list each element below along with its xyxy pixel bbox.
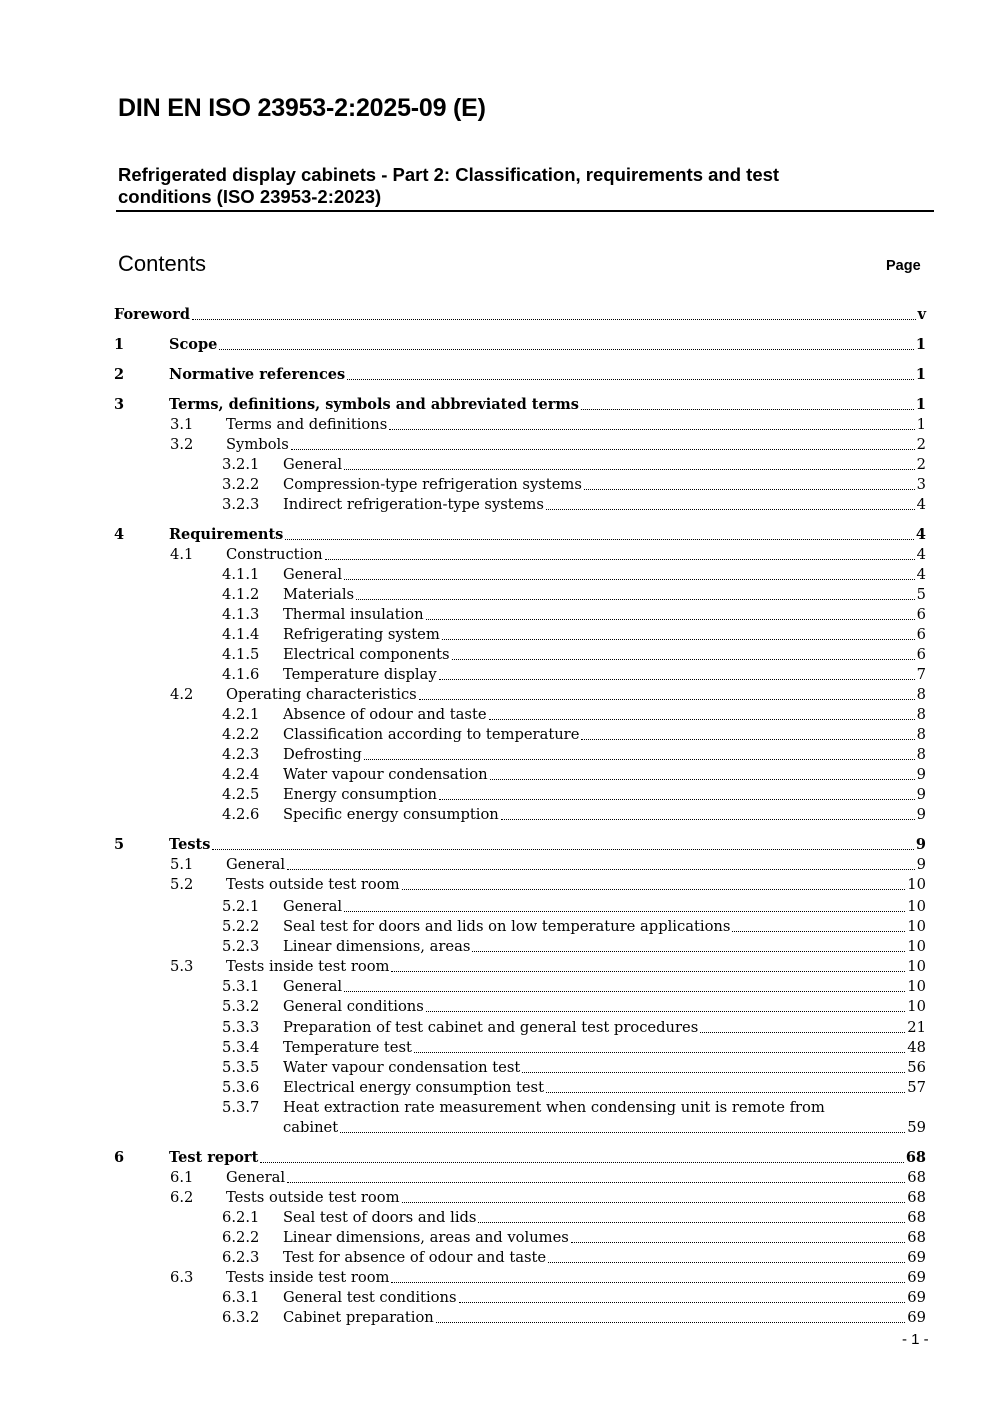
toc-entry-page: 69 [907,1249,926,1266]
toc-dot-leader [356,599,915,600]
toc-entry-page: 68 [907,1209,926,1226]
toc-entry-page: 8 [916,746,926,763]
toc-entry-number: 4.1.4 [222,626,260,643]
toc-entry-number: 5.2.3 [222,938,260,955]
toc-entry-title: General [226,856,286,873]
toc-entry-number: 6.2 [170,1189,194,1206]
toc-entry-title-continued: cabinet [283,1119,339,1136]
toc-entry-page: 4 [915,526,926,543]
toc-dot-leader [581,739,914,740]
toc-entry[interactable] [0,1228,992,1248]
toc-entry-page: 5 [916,586,926,603]
toc-entry[interactable] [0,1208,992,1228]
toc-entry-page: 4 [916,496,926,513]
toc-entry-title: Test report [169,1149,259,1166]
toc-entry[interactable] [0,785,992,805]
toc-entry-title: General [283,566,343,583]
toc-entry-title: Temperature display [283,666,437,683]
toc-entry-page: 56 [907,1059,926,1076]
toc-entry-page: 3 [916,476,926,493]
toc-entry-title: Foreword [114,306,190,323]
toc-entry-page: 10 [907,898,926,915]
toc-dot-leader [459,1302,906,1303]
toc-entry-number: 4.2 [170,686,194,703]
toc-entry[interactable] [0,335,992,355]
toc-entry[interactable] [0,875,992,895]
toc-entry[interactable] [0,645,992,665]
toc-entry-number: 5 [114,836,125,853]
toc-entry[interactable] [0,1018,992,1038]
toc-dot-leader [584,489,915,490]
toc-entry-number: 6.3 [170,1269,194,1286]
toc-entry-page: 69 [907,1289,926,1306]
toc-entry[interactable] [0,805,992,825]
toc-entry[interactable] [0,365,992,385]
toc-entry-number: 5.3.1 [222,978,260,995]
page-column-heading: Page [886,258,921,274]
toc-entry-title: Energy consumption [283,786,438,803]
toc-entry-title: General [283,898,343,915]
toc-dot-leader [546,1092,905,1093]
toc-dot-leader [389,429,914,430]
toc-entry-page: 9 [916,806,926,823]
toc-entry-number: 4.1.3 [222,606,260,623]
toc-entry[interactable] [0,1098,992,1138]
toc-entry-title: Tests inside test room [226,1269,390,1286]
toc-entry-page: 6 [916,626,926,643]
toc-entry-title: Thermal insulation [283,606,424,623]
toc-entry[interactable] [0,1288,992,1308]
toc-entry[interactable] [0,1248,992,1268]
toc-entry-number: 6 [114,1149,125,1166]
toc-entry[interactable] [0,565,992,585]
toc-entry-title: Preparation of test cabinet and general test procedures [283,1019,699,1036]
toc-entry-number: 5.3.2 [222,998,260,1015]
toc-entry-number: 6.2.1 [222,1209,260,1226]
toc-entry-page: 1 [916,416,926,433]
toc-entry-page: 6 [916,646,926,663]
toc-entry-number: 4.1 [170,546,194,563]
toc-entry-page: 10 [907,876,926,893]
toc-entry-number: 6.1 [170,1169,194,1186]
toc-dot-leader [452,659,915,660]
toc-entry-title: Electrical components [283,646,450,663]
toc-entry[interactable] [0,745,992,765]
toc-entry-page: 10 [907,998,926,1015]
toc-dot-leader [325,559,915,560]
toc-entry[interactable] [0,685,992,705]
toc-entry-page: 10 [907,918,926,935]
toc-entry-title: Cabinet preparation [283,1309,434,1326]
toc-entry-number: 6.3.2 [222,1309,260,1326]
toc-entry-page: 10 [907,938,926,955]
toc-dot-leader [732,931,905,932]
toc-dot-leader [581,409,914,410]
toc-dot-leader [472,951,905,952]
toc-entry-page: 2 [916,436,926,453]
toc-entry-title: Requirements [169,526,284,543]
toc-dot-leader [344,991,905,992]
toc-entry-title: Normative references [169,366,346,383]
toc-entry-number: 5.3.4 [222,1039,260,1056]
toc-dot-leader [439,679,915,680]
toc-entry-number: 4.2.2 [222,726,260,743]
toc-dot-leader [219,349,914,350]
toc-entry-page: 59 [907,1119,926,1136]
toc-entry-number: 6.2.3 [222,1249,260,1266]
toc-entry-number: 5.3.3 [222,1019,260,1036]
toc-entry-title: General [283,456,343,473]
toc-entry-page: 2 [916,456,926,473]
toc-entry[interactable] [0,475,992,495]
toc-entry[interactable] [0,937,992,957]
toc-entry-title: General [226,1169,286,1186]
toc-entry-number: 4 [114,526,125,543]
toc-entry-title: General conditions [283,998,424,1015]
toc-entry-number: 4.2.6 [222,806,260,823]
toc-entry[interactable] [0,977,992,997]
contents-heading: Contents [118,251,207,276]
toc-entry[interactable] [0,1038,992,1058]
toc-entry-title: Refrigerating system [283,626,440,643]
toc-entry-title: Seal test for doors and lids on low temperature applications [283,918,731,935]
toc-entry-number: 3.2.2 [222,476,260,493]
document-title: DIN EN ISO 23953-2:2025-09 (E) [118,94,486,122]
toc-entry-number: 5.2 [170,876,194,893]
toc-entry-page: 68 [905,1149,926,1166]
toc-entry[interactable] [0,1058,992,1078]
toc-entry-title: Tests [169,836,211,853]
toc-entry-number: 5.2.1 [222,898,260,915]
toc-entry-page: v [917,306,926,323]
toc-entry-page: 8 [916,726,926,743]
toc-entry-number: 4.2.1 [222,706,260,723]
toc-entry-title: Operating characteristics [226,686,417,703]
toc-entry-page: 68 [907,1229,926,1246]
footer-page-number: - 1 - [902,1331,929,1348]
toc-entry-page: 9 [916,786,926,803]
toc-entry[interactable] [0,495,992,515]
toc-entry-title: Water vapour condensation test [283,1059,521,1076]
toc-entry-page: 1 [915,396,926,413]
toc-dot-leader [402,889,906,890]
toc-dot-leader [291,449,915,450]
toc-entry-title: Absence of odour and taste [283,706,487,723]
toc-entry-page: 68 [907,1169,926,1186]
toc-dot-leader [522,1072,905,1073]
toc-entry-number: 5.2.2 [222,918,260,935]
toc-entry-title: Specific energy consumption [283,806,499,823]
toc-entry-number: 6.2.2 [222,1229,260,1246]
toc-entry[interactable] [0,997,992,1017]
toc-dot-leader [489,719,915,720]
toc-entry-title: Materials [283,586,355,603]
toc-dot-leader [571,1242,905,1243]
toc-dot-leader [414,1052,905,1053]
toc-entry-page: 9 [916,766,926,783]
toc-entry-page: 8 [916,706,926,723]
toc-entry[interactable] [0,545,992,565]
toc-entry[interactable] [0,665,992,685]
toc-entry-number: 3.1 [170,416,194,433]
toc-entry[interactable] [0,835,992,855]
toc-dot-leader [700,1032,905,1033]
toc-entry-title: Tests outside test room [226,1189,400,1206]
toc-entry-title: Temperature test [283,1039,412,1056]
toc-entry-number: 4.1.2 [222,586,260,603]
toc-entry[interactable] [0,605,992,625]
toc-dot-leader [364,759,915,760]
toc-entry[interactable] [0,917,992,937]
toc-entry-number: 2 [114,366,125,383]
toc-dot-leader [212,849,914,850]
toc-entry-title: Electrical energy consumption test [283,1079,544,1096]
toc-dot-leader [402,1202,906,1203]
toc-entry-title: General test conditions [283,1289,457,1306]
toc-dot-leader [436,1322,906,1323]
toc-entry-number: 5.3 [170,958,194,975]
toc-dot-leader [340,1132,905,1133]
toc-entry-title: Defrosting [283,746,362,763]
toc-entry-title: Water vapour condensation [283,766,488,783]
toc-dot-leader [285,539,914,540]
toc-entry-number: 4.2.5 [222,786,260,803]
toc-entry-page: 4 [916,566,926,583]
toc-dot-leader [501,819,915,820]
toc-entry-title: Test for absence of odour and taste [283,1249,547,1266]
toc-dot-leader [344,469,915,470]
toc-dot-leader [391,1282,905,1283]
toc-entry-page: 10 [907,958,926,975]
toc-entry-number: 3.2.1 [222,456,260,473]
toc-dot-leader [260,1162,904,1163]
toc-dot-leader [426,1011,906,1012]
toc-dot-leader [439,799,915,800]
toc-entry-number: 4.2.4 [222,766,260,783]
toc-entry-page: 69 [907,1269,926,1286]
toc-entry-page: 9 [915,836,926,853]
toc-entry[interactable] [0,1188,992,1208]
toc-entry-page: 48 [907,1039,926,1056]
toc-dot-leader [546,509,915,510]
toc-entry-page: 1 [915,336,926,353]
toc-entry-number: 5.3.7 [222,1099,260,1116]
toc-dot-leader [426,619,915,620]
toc-entry-title: Heat extraction rate measurement when condensing unit is remote from [283,1099,825,1116]
toc-entry[interactable] [0,625,992,645]
toc-entry[interactable] [0,1168,992,1188]
toc-entry[interactable] [0,725,992,745]
toc-entry-title: Terms, definitions, symbols and abbreviated terms [169,396,579,413]
toc-entry-page: 7 [916,666,926,683]
toc-dot-leader [347,379,914,380]
toc-entry[interactable] [0,1268,992,1288]
toc-entry[interactable] [0,455,992,475]
toc-entry-title: Seal test of doors and lids [283,1209,477,1226]
toc-entry-title: Tests inside test room [226,958,390,975]
toc-dot-leader [442,639,915,640]
toc-entry-number: 6.3.1 [222,1289,260,1306]
toc-entry[interactable] [0,435,992,455]
document-subtitle: Refrigerated display cabinets - Part 2: Classification, requirements and test conditions (ISO 23953-2:2023) [118,164,780,207]
toc-entry-number: 3.2 [170,436,194,453]
toc-entry-page: 9 [916,856,926,873]
toc-entry-title: Tests outside test room [226,876,400,893]
toc-entry-title: Linear dimensions, areas and volumes [283,1229,569,1246]
toc-entry[interactable] [0,305,992,325]
toc-entry[interactable] [0,1078,992,1098]
toc-entry-number: 4.1.6 [222,666,260,683]
toc-dot-leader [344,579,915,580]
toc-dot-leader [287,1182,905,1183]
toc-entry-number: 3.2.3 [222,496,260,513]
toc-entry[interactable] [0,897,992,917]
toc-dot-leader [419,699,915,700]
toc-entry[interactable] [0,765,992,785]
toc-entry[interactable] [0,415,992,435]
toc-entry-number: 4.1.1 [222,566,260,583]
toc-entry-title: Classification according to temperature [283,726,580,743]
toc-entry-title: Terms and definitions [226,416,388,433]
toc-entry[interactable] [0,855,992,875]
toc-entry-title: Scope [169,336,218,353]
toc-entry[interactable] [0,525,992,545]
toc-entry-title: Compression-type refrigeration systems [283,476,582,493]
toc-entry-number: 1 [114,336,125,353]
toc-entry[interactable] [0,395,992,415]
toc-entry-title: General [283,978,343,995]
toc-entry-number: 5.3.6 [222,1079,260,1096]
toc-dot-leader [490,779,915,780]
toc-entry[interactable] [0,585,992,605]
toc-entry-number: 5.3.5 [222,1059,260,1076]
toc-entry-page: 57 [907,1079,926,1096]
toc-entry-page: 21 [907,1019,926,1036]
toc-entry-title: Construction [226,546,323,563]
toc-entry-number: 4.2.3 [222,746,260,763]
toc-dot-leader [478,1222,905,1223]
toc-entry-title: Indirect refrigeration-type systems [283,496,544,513]
toc-dot-leader [548,1262,905,1263]
toc-entry[interactable] [0,1148,992,1168]
toc-entry-page: 4 [916,546,926,563]
toc-entry-title: Symbols [226,436,289,453]
toc-entry-page: 69 [907,1309,926,1326]
toc-entry-page: 1 [915,366,926,383]
toc-dot-leader [391,971,905,972]
toc-dot-leader [287,869,915,870]
toc-entry[interactable] [0,705,992,725]
toc-entry-number: 5.1 [170,856,194,873]
toc-entry-page: 6 [916,606,926,623]
toc-entry-title: Linear dimensions, areas [283,938,471,955]
toc-entry-number: 3 [114,396,125,413]
toc-dot-leader [344,911,905,912]
toc-entry-page: 68 [907,1189,926,1206]
toc-dot-leader [192,319,916,320]
toc-entry-page: 8 [916,686,926,703]
toc-entry-number: 4.1.5 [222,646,260,663]
toc-entry-page: 10 [907,978,926,995]
toc-entry[interactable] [0,957,992,977]
toc-entry[interactable] [0,1308,992,1328]
